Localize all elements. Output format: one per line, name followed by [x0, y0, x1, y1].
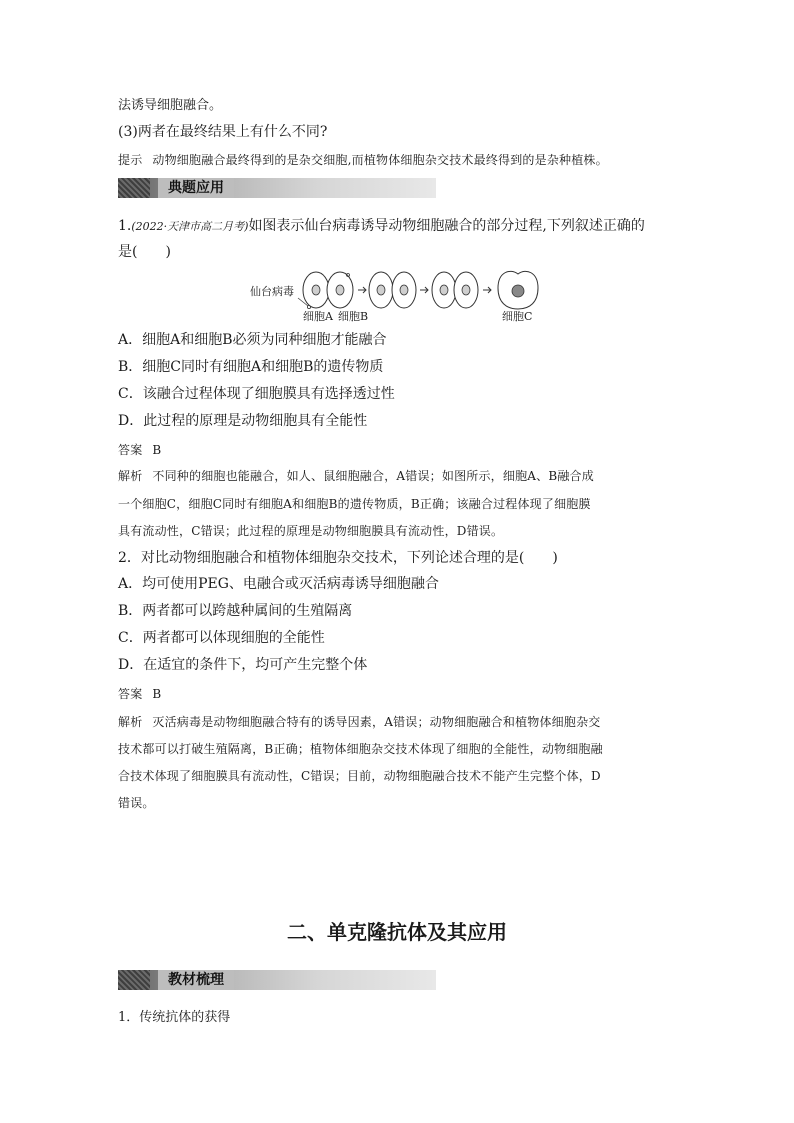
intro-continuation: 法诱导细胞融合。 [118, 98, 223, 113]
q1-stem-a: 如图表示仙台病毒诱导动物细胞融合的部分过程,下列叙述正确的 [248, 218, 645, 234]
q2-option-b: B．两者都可以跨越种属间的生殖隔离 [118, 603, 353, 619]
cell-c-nucleus [512, 285, 524, 297]
section-banner-textbook-review [118, 970, 436, 990]
question-3: (3)两者在最终结果上有什么不同? [118, 124, 328, 140]
q2-analysis-line2: 技术都可以打破生殖隔离，B正确；植物体细胞杂交技术体现了细胞的全能性，动物细胞融 [118, 742, 603, 756]
q1-stem-line2: 是( ) [118, 244, 171, 260]
q1-option-d: D．此过程的原理是动物细胞具有全能性 [118, 413, 368, 429]
virus-label: 仙台病毒 [250, 285, 294, 298]
cell-a-label: 细胞A [303, 310, 333, 323]
q1-option-b: B．细胞C同时有细胞A和细胞B的遗传物质 [118, 359, 384, 375]
q2-answer-value: B [152, 687, 162, 701]
cell-c-label: 细胞C [502, 310, 533, 323]
banner-label: 教材梳理 [158, 970, 234, 990]
hint-text: 动物细胞融合最终得到的是杂交细胞,而植物体细胞杂交技术最终得到的是杂种植株。 [152, 153, 608, 167]
q1-answer [118, 440, 161, 460]
arrow-icon [358, 287, 366, 293]
q2-analysis-label: 解析 [118, 715, 143, 729]
q1-stem-line1 [118, 216, 645, 237]
banner-label: 典题应用 [158, 178, 234, 198]
arrow-icon [483, 287, 491, 293]
section-banner-typical-applications [118, 178, 436, 198]
q2-analysis-line3: 合技术体现了细胞膜具有流动性，C错误；目前，动物细胞融合技术不能产生完整个体，D [118, 769, 601, 783]
cell-b-label: 细胞B [338, 310, 369, 323]
q2-answer-label: 答案 [118, 687, 143, 701]
q2-option-a: A．均可使用PEG、电融合或灭活病毒诱导细胞融合 [118, 576, 439, 592]
arrow-icon [420, 287, 428, 293]
cell-a-nucleus [312, 285, 320, 295]
q1-option-a: A．细胞A和细胞B必须为同种细胞才能融合 [118, 332, 387, 348]
item-1: 1．传统抗体的获得 [118, 1010, 231, 1025]
hint [118, 150, 608, 170]
cell-b-nucleus [336, 285, 344, 295]
q1-analysis-label: 解析 [118, 469, 143, 483]
banner-stripe [118, 970, 150, 990]
q1-analysis-line3: 具有流动性，C错误；此过程的原理是动物细胞膜具有流动性，D错误。 [118, 524, 504, 538]
q1-option-c: C．该融合过程体现了细胞膜具有选择透过性 [118, 386, 395, 402]
q2-analysis-line4: 错误。 [118, 796, 155, 810]
q2-answer [118, 684, 161, 704]
banner-stripe [118, 178, 150, 198]
hint-label: 提示 [118, 153, 143, 167]
q2-stem: 2．对比动物细胞融合和植物体细胞杂交技术，下列论述合理的是( ) [118, 550, 558, 566]
q1-analysis-line1: 解析 不同种的细胞也能融合，如人、鼠细胞融合，A错误；如图所示，细胞A、B融合成 [118, 469, 594, 483]
q2-option-d: D．在适宜的条件下，均可产生完整个体 [118, 657, 368, 673]
q2-option-c: C．两者都可以体现细胞的全能性 [118, 630, 325, 646]
q1-answer-value: B [152, 443, 162, 457]
q1-number: 1. [118, 218, 132, 234]
q2-analysis-line1: 解析 灭活病毒是动物细胞融合特有的诱导因素，A错误；动物细胞融合和植物体细胞杂交 [118, 715, 601, 729]
cell-fusion-diagram [250, 268, 550, 326]
q1-answer-label: 答案 [118, 443, 143, 457]
q1-analysis-line2: 一个细胞C，细胞C同时有细胞A和细胞B的遗传物质，B正确；该融合过程体现了细胞膜 [118, 497, 591, 511]
q1-source: (2022·天津市高二月考) [131, 220, 249, 233]
section-heading: 二、单克隆抗体及其应用 [287, 920, 507, 944]
